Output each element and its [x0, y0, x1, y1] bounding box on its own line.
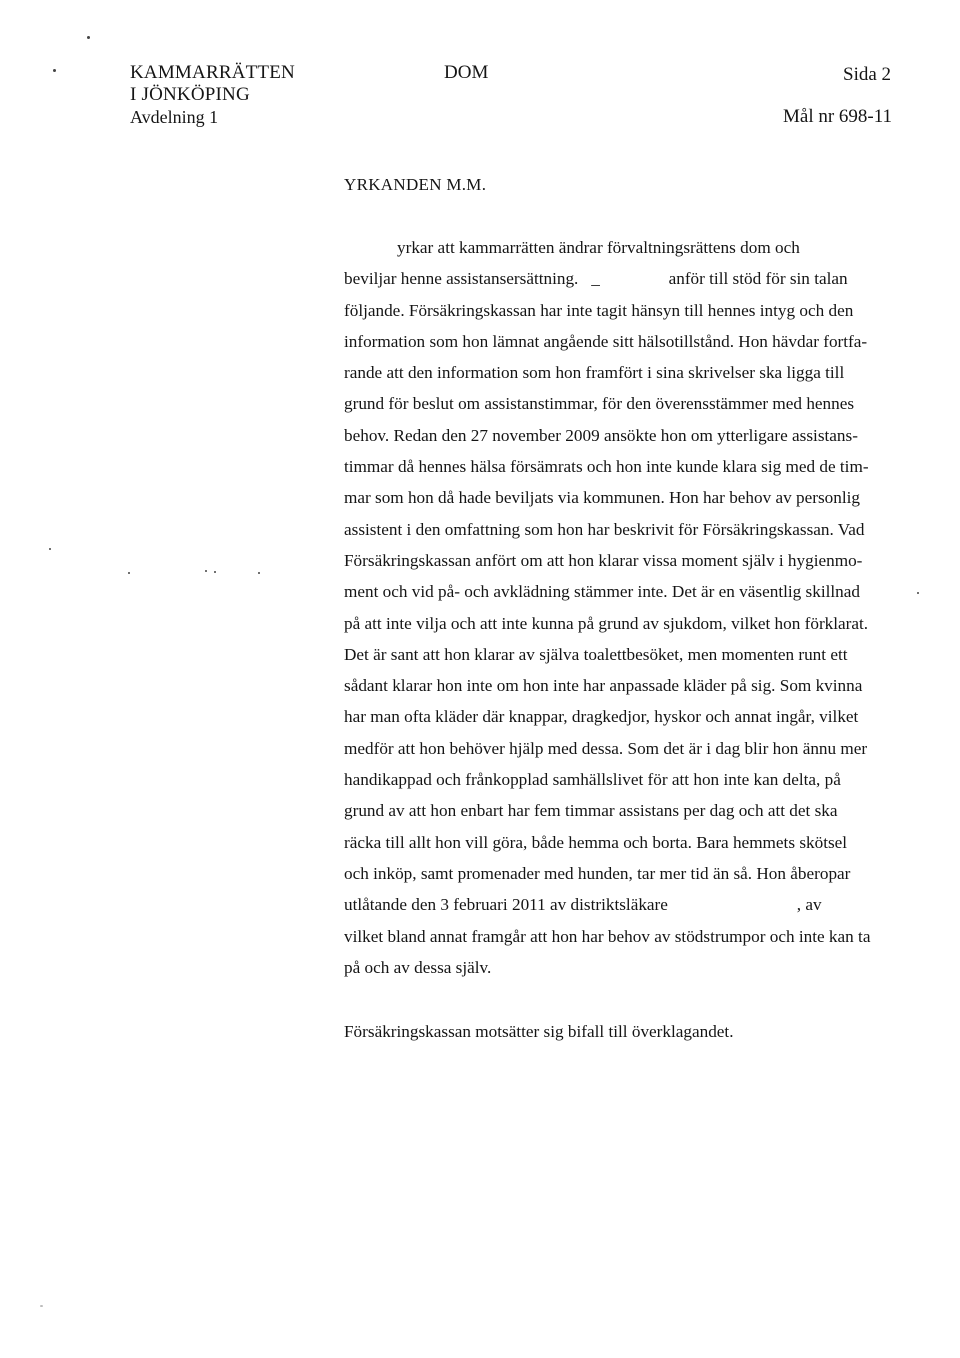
body-line: sådant klarar hon inte om hon inte har anpassade kläder på sig. Som kvinna	[344, 676, 863, 696]
body-line: grund av att hon enbart har fem timmar assistans per dag och att det ska	[344, 801, 838, 821]
scan-speck	[49, 548, 51, 550]
body-line: rande att den information som hon framfört i sina skrivelser ska ligga till	[344, 363, 845, 383]
body-line: vilket bland annat framgår att hon har behov av stödstrumpor och inte kan ta	[344, 926, 871, 946]
body-line: ment och vid på- och avklädning stämmer inte. Det är en väsentlig skillnad	[344, 582, 860, 602]
body-line: assistent i den omfattning som hon har beskrivit för Försäkringskassan. Vad	[344, 519, 865, 539]
body-line: timmar då hennes hälsa försämrats och hon inte kunde klara sig med de tim-	[344, 457, 869, 477]
body-line: information som hon lämnat angående sitt hälsotillstånd. Hon hävdar fortfa-	[344, 331, 868, 351]
court-name-line1: KAMMARRÄTTEN	[130, 62, 295, 83]
department: Avdelning 1	[130, 107, 219, 127]
body-line: utlåtande den 3 februari 2011 av distriktsläkare , av	[344, 895, 822, 915]
scan-speck	[53, 69, 56, 72]
body-line: mar som hon då hade beviljats via kommunen. Hon har behov av personlig	[344, 488, 860, 508]
page-label: Sida 2	[843, 64, 892, 85]
body-line: beviljar henne assistansersättning. _ anför till stöd för sin talan	[344, 269, 848, 289]
section-heading: YRKANDEN M.M.	[344, 175, 487, 194]
body-line: handikappad och frånkopplad samhällslivet för att hon inte kan delta, på	[344, 770, 841, 790]
body-line: Det är sant att hon klarar av själva toalettbesöket, men momenten runt ett	[344, 644, 848, 664]
closing-statement: Försäkringskassan motsätter sig bifall till överklagandet.	[344, 1022, 734, 1041]
body-line: och inköp, samt promenader med hunden, tar mer tid än så. Hon åberopar	[344, 863, 851, 883]
body-line: räcka till allt hon vill göra, både hemma och borta. Bara hemmets skötsel	[344, 832, 848, 852]
document-type: DOM	[444, 62, 489, 83]
scan-speck	[87, 36, 90, 39]
scan-speck	[258, 572, 260, 574]
case-number: Mål nr 698-11	[783, 106, 893, 127]
body-paragraph	[344, 232, 904, 983]
body-line: har man ofta kläder där knappar, dragkedjor, hyskor och annat ingår, vilket	[344, 707, 859, 727]
body-line: grund för beslut om assistanstimmar, för den överensstämmer med hennes	[344, 394, 855, 414]
body-line: på att inte vilja och att inte kunna på grund av sjukdom, vilket hon förklarat.	[344, 613, 869, 633]
body-line: yrkar att kammarrätten ändrar förvaltningsrättens dom och	[397, 238, 800, 257]
body-line: Försäkringskassan anfört om att hon klarar vissa moment själv i hygienmo-	[344, 550, 863, 570]
scan-speck	[214, 571, 216, 573]
scan-speck	[128, 572, 130, 574]
scan-speck	[40, 1305, 43, 1307]
body-line: följande. Försäkringskassan har inte tagit hänsyn till hennes intyg och den	[344, 300, 854, 320]
body-line: medför att hon behöver hjälp med dessa. Som det är i dag blir hon ännu mer	[344, 738, 868, 758]
scan-speck	[205, 570, 207, 572]
body-line: på och av dessa själv.	[344, 957, 492, 977]
scan-speck	[917, 592, 919, 594]
court-name-line2: I JÖNKÖPING	[130, 84, 250, 105]
body-line: behov. Redan den 27 november 2009 ansökte hon om ytterligare assistans-	[344, 425, 858, 445]
